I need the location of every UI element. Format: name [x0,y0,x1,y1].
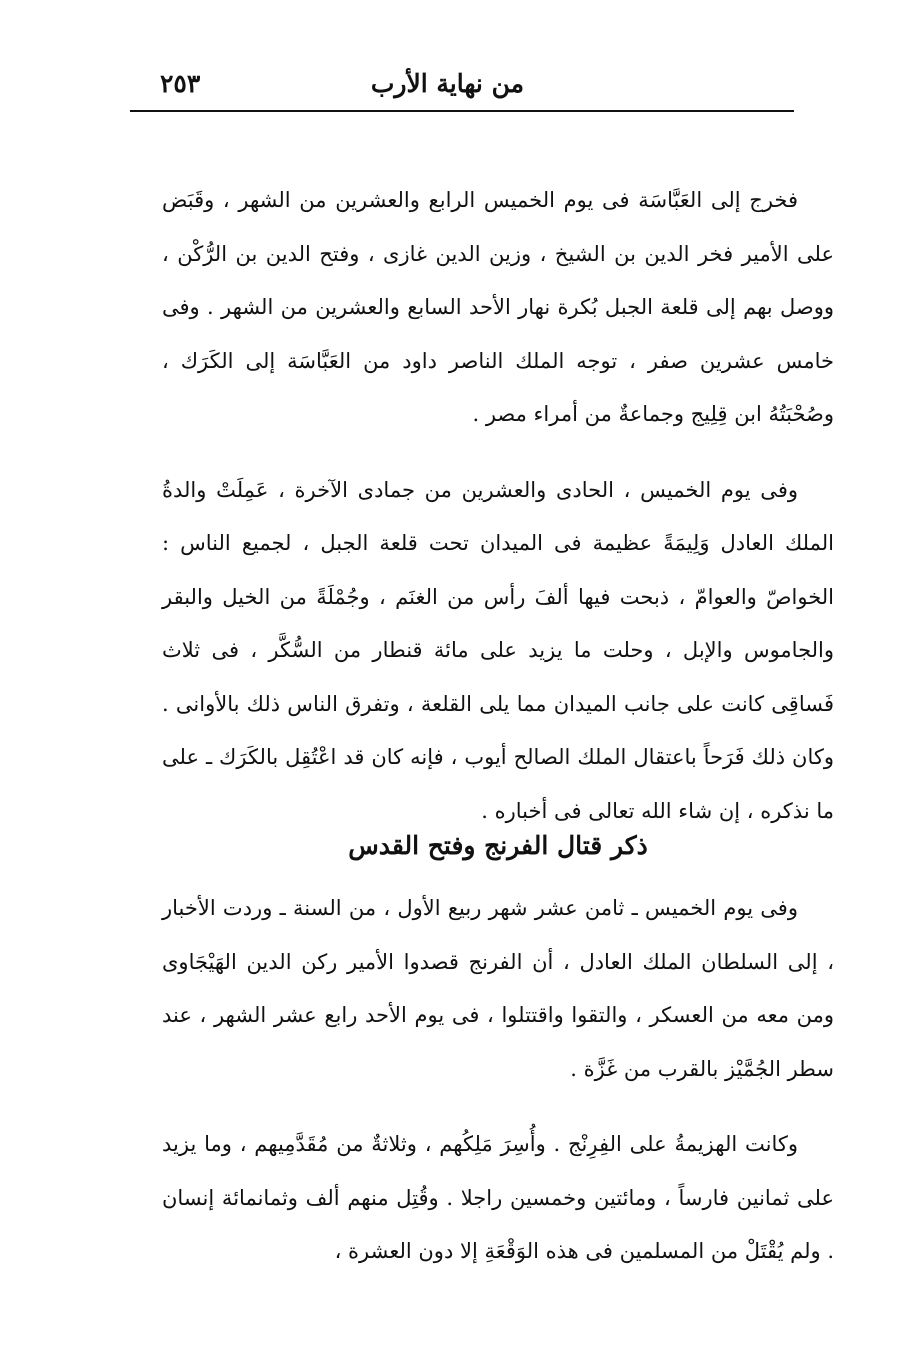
paragraph: وفى يوم الخميس ، الحادى والعشرين من جمادى الآخرة ، عَمِلَتْ والدةُ الملك العادل وَلِيمَةً عظيمة فى الميدان تحت قلعة الجبل ، لجميع الناس : الخواصّ والعوامّ ، ذبحت فيها ألفَ رأس من الغنَم ، وجُمْلَةً من الخيل والبقر والجاموس والإبل ، وحلت ما يزيد على مائة قنطار من السُّكَّر ، فى ثلاث فَساقِى كانت على جانب الميدان مما يلى القلعة ، وتفرق الناس ذلك بالأوانى . وكان ذلك فَرَحاً باعتقال الملك الصالح أيوب ، فإنه كان قد اعْتُقِل بالكَرَك ـ على ما نذكره ، إن شاء الله تعالى فى أخباره . [162,477,834,823]
paragraph: فخرج إلى العَبَّاسَة فى يوم الخميس الرابع والعشرين من الشهر ، وقَبَض على الأمير فخر الدين بن الشيخ ، وزين الدين غازى ، وفتح الدين بن الرُّكْن ، ووصل بهم إلى قلعة الجبل بُكرة نهار الأحد السابع والعشرين من الشهر . وفى خامس عشرين صفر ، توجه الملك الناصر داود من العَبَّاسَة إلى الكَرَك ، وصُحْبَتُهُ ابن قِلِيج وجماعةٌ من أمراء مصر . [162,188,834,426]
header-rule [130,110,794,112]
section-heading: ذكر قتال الفرنج وفتح القدس [348,831,648,860]
running-header [130,62,794,106]
running-title: من نهاية الأرب [370,69,524,98]
section-one-text [162,174,834,838]
paragraph: وكانت الهزيمةُ على الفِرِنْج . وأُسِرَ مَلِكُهم ، وثلاثةٌ من مُقَدَّمِيهم ، وما يزيد على ثمانين فارساً ، ومائتين وخمسين راجلا . وقُتِل منهم ألف وثمانمائة إنسان . ولم يُقْتَلْ من المسلمين فى هذه الوَقْعَةِ إلا دون العشرة ، [162,1132,834,1263]
section-two-text [162,882,834,1279]
page-number: ٢٥٣ [160,69,201,98]
paragraph: وفى يوم الخميس ـ ثامن عشر شهر ربيع الأول ، من السنة ـ وردت الأخبار ، إلى السلطان الملك العادل ، أن الفرنج قصدوا الأمير ركن الدين الهَيْجَاوى ومن معه من العسكر ، والتقوا واقتتلوا ، فى يوم الأحد رابع عشر الشهر ، عند سطر الجُمَّيْز بالقرب من غَزَّة . [162,896,834,1081]
